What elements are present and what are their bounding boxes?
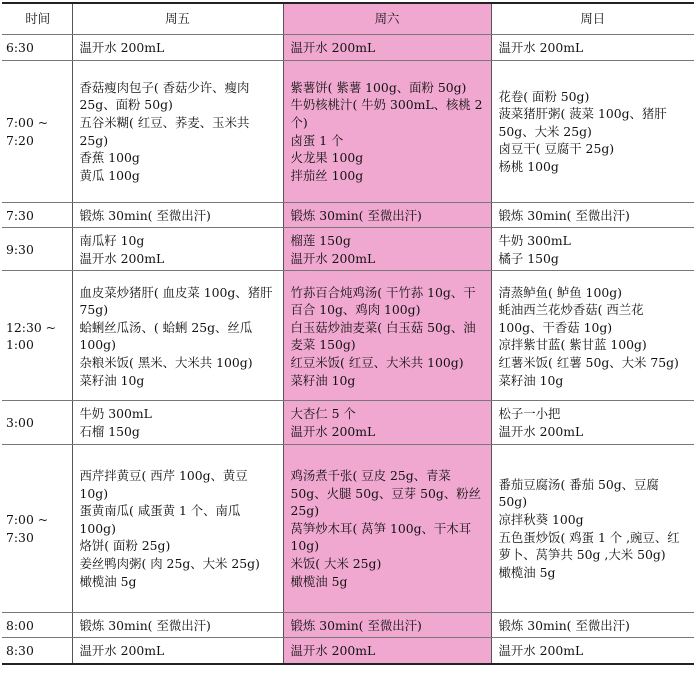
time-cell: 7:30 [2, 202, 72, 228]
meal-item: 卤蛋 1 个 [290, 132, 344, 148]
meal-item: 温开水 200mL [498, 423, 584, 439]
table-row [2, 202, 694, 228]
meal-item: 香菇瘦肉包子( 香菇少许、瘦肉 25g、面粉 50g) [79, 79, 250, 113]
meal-item: 锻炼 30min( 至微出汗) [498, 617, 630, 633]
meal-item: 凉拌紫甘蓝( 紫甘蓝 100g) [498, 337, 647, 353]
fri-cell [72, 638, 283, 664]
meal-item: 红薯米饭( 红薯 50g、大米 75g) [498, 354, 679, 370]
meal-item: 锻炼 30min( 至微出汗) [290, 207, 422, 223]
sat-cell [283, 612, 491, 638]
fri-cell [72, 202, 283, 228]
meal-item: 花卷( 面粉 50g) [498, 88, 590, 104]
meal-item: 温开水 200mL [498, 40, 584, 55]
fri-cell [72, 612, 283, 638]
meal-item: 锻炼 30min( 至微出汗) [79, 617, 211, 633]
meal-item: 温开水 200mL [290, 643, 376, 659]
time-cell: 8:00 [2, 612, 72, 638]
sat-cell [283, 202, 491, 228]
table-row [2, 401, 694, 444]
header-saturday: 周六 [283, 3, 491, 35]
meal-item: 黄瓜 100g [79, 167, 140, 183]
header-time: 时间 [2, 3, 72, 35]
meal-item: 白玉菇炒油麦菜( 白玉菇 50g、油麦菜 150g) [290, 319, 476, 353]
sun-cell [491, 202, 694, 228]
meal-item: 牛奶 300mL [79, 406, 152, 422]
fri-cell [72, 228, 283, 271]
sat-cell [283, 444, 491, 612]
meal-item: 番茄豆腐汤( 番茄 50g、豆腐 50g) [498, 476, 659, 510]
sun-cell [491, 401, 694, 444]
meal-item: 锻炼 30min( 至微出汗) [498, 207, 630, 223]
meal-item: 锻炼 30min( 至微出汗) [290, 617, 422, 633]
meal-item: 温开水 200mL [79, 40, 165, 55]
table-row [2, 35, 694, 61]
meal-item: 菜籽油 10g [498, 372, 564, 388]
meal-item: 菠菜猪肝粥( 菠菜 100g、猪肝 50g、大米 25g) [498, 106, 667, 139]
fri-cell [72, 35, 283, 61]
meal-item: 温开水 200mL [79, 643, 165, 659]
meal-item: 温开水 200mL [79, 250, 165, 266]
meal-item: 清蒸鲈鱼( 鲈鱼 100g) [498, 284, 622, 300]
meal-item: 杨桃 100g [498, 158, 559, 174]
meal-item: 大杏仁 5 个 [290, 406, 356, 422]
meal-item: 火龙果 100g [290, 150, 364, 166]
meal-item: 鸡汤煮千张( 豆皮 25g、青菜 50g、火腿 50g、豆芽 50g、粉丝 25g) [290, 467, 481, 519]
sat-cell [283, 228, 491, 271]
time-cell: 9:30 [2, 228, 72, 271]
meal-item: 卤豆干( 豆腐干 25g) [498, 141, 615, 157]
table-row [2, 60, 694, 202]
meal-item: 凉拌秋葵 100g [498, 511, 584, 527]
table-row [2, 612, 694, 638]
meal-item: 松子一小把 [498, 406, 561, 422]
sun-cell [491, 60, 694, 202]
meal-item: 蛤蜊丝瓜汤、( 蛤蜊 25g、丝瓜 100g) [79, 319, 253, 353]
sat-cell [283, 271, 491, 401]
meal-item: 温开水 200mL [498, 643, 584, 659]
fri-cell [72, 60, 283, 202]
sun-cell [491, 35, 694, 61]
table-row [2, 271, 694, 401]
header-row [2, 3, 694, 35]
table-body [2, 35, 694, 664]
sun-cell [491, 228, 694, 271]
time-cell: 7:00 ~ 7:20 [2, 60, 72, 202]
sat-cell [283, 60, 491, 202]
time-cell: 3:00 [2, 401, 72, 444]
meal-item: 温开水 200mL [290, 250, 376, 266]
meal-item: 红豆米饭( 红豆、大米共 100g) [290, 354, 464, 370]
sun-cell [491, 638, 694, 664]
meal-item: 蚝油西兰花炒香菇( 西兰花 100g、干香菇 10g) [498, 302, 644, 335]
meal-item: 温开水 200mL [290, 40, 376, 55]
table-row [2, 638, 694, 664]
header-sunday: 周日 [491, 3, 694, 35]
meal-item: 蛋黄南瓜( 咸蛋黄 1 个、南瓜 100g) [79, 503, 241, 536]
time-cell: 12:30 ~ 1:00 [2, 271, 72, 401]
header-friday: 周五 [72, 3, 283, 35]
meal-item: 石榴 150g [79, 423, 140, 439]
sat-cell [283, 401, 491, 444]
meal-schedule-table [2, 2, 694, 665]
meal-item: 五色蛋炒饭( 鸡蛋 1 个 ,豌豆、红萝卜、莴笋共 50g ,大米 50g) [498, 529, 680, 563]
table-row [2, 444, 694, 612]
meal-item: 菜籽油 10g [290, 372, 356, 388]
meal-item: 牛奶 300mL [498, 233, 571, 249]
meal-item: 橄榄油 5g [498, 564, 556, 580]
sun-cell [491, 612, 694, 638]
sat-cell [283, 35, 491, 61]
meal-item: 菜籽油 10g [79, 372, 145, 388]
meal-item: 杂粮米饭( 黑米、大米共 100g) [79, 354, 253, 370]
sat-cell [283, 638, 491, 664]
meal-item: 牛奶核桃汁( 牛奶 300mL、核桃 2 个) [290, 97, 483, 130]
meal-item: 莴笋炒木耳( 莴笋 100g、干木耳 10g) [290, 520, 472, 554]
meal-item: 西芹拌黄豆( 西芹 100g、黄豆 10g) [79, 467, 248, 501]
meal-item: 竹荪百合炖鸡汤( 干竹荪 10g、干百合 10g、鸡肉 100g) [290, 284, 476, 318]
meal-item: 香蕉 100g [79, 150, 140, 166]
fri-cell [72, 271, 283, 401]
meal-item: 拌茄丝 100g [290, 167, 364, 183]
meal-item: 温开水 200mL [290, 423, 376, 439]
meal-item: 锻炼 30min( 至微出汗) [79, 207, 211, 223]
meal-item: 烙饼( 面粉 25g) [79, 538, 171, 554]
time-cell: 7:00 ~ 7:30 [2, 444, 72, 612]
time-cell: 8:30 [2, 638, 72, 664]
sun-cell [491, 271, 694, 401]
meal-item: 五谷米糊( 红豆、荞麦、玉米共 25g) [79, 115, 250, 148]
meal-item: 橄榄油 5g [79, 573, 137, 589]
meal-item: 橄榄油 5g [290, 573, 348, 589]
meal-item: 橘子 150g [498, 250, 559, 266]
meal-item: 姜丝鸭肉粥( 肉 25g、大米 25g) [79, 555, 260, 571]
table-row [2, 228, 694, 271]
fri-cell [72, 444, 283, 612]
meal-item: 紫薯饼( 紫薯 100g、面粉 50g) [290, 79, 467, 95]
meal-item: 血皮菜炒猪肝( 血皮菜 100g、猪肝 75g) [79, 284, 273, 318]
meal-item: 榴莲 150g [290, 233, 351, 249]
meal-item: 南瓜籽 10g [79, 233, 145, 249]
fri-cell [72, 401, 283, 444]
sun-cell [491, 444, 694, 612]
meal-item: 米饭( 大米 25g) [290, 555, 382, 571]
time-cell: 6:30 [2, 35, 72, 61]
